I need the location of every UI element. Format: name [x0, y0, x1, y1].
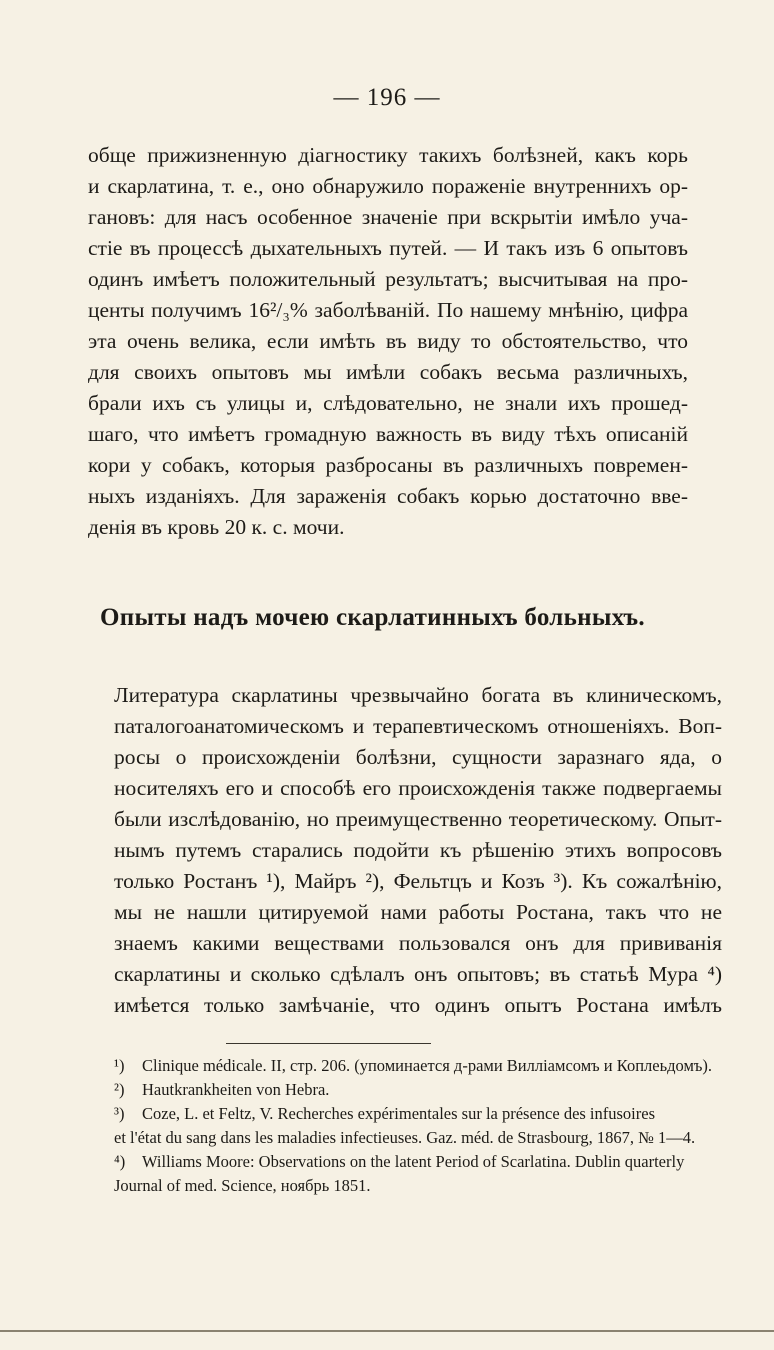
footnote-text: Williams Moore: Observations on the latent Period of Scarlatina. Dublin quarterly [142, 1152, 685, 1171]
text-line: брали ихъ съ улицы и, слѣдовательно, не знали ихъ прошед- [88, 391, 688, 415]
text-line: знаемъ какими веществами пользовался онъ для прививанія [114, 931, 722, 955]
text-line: ныхъ изданіяхъ. Для зараженія собакъ корью достаточно вве- [88, 484, 688, 508]
text-line: стіе въ процессѣ дыхательныхъ путей. — И такъ изъ 6 опытовъ [88, 236, 688, 260]
footnote-text: Coze, L. et Feltz, V. Recherches expérimentales sur la présence des infusoires [142, 1104, 656, 1123]
page-number: — 196 — [333, 84, 441, 111]
text-line: росы о происхожденіи болѣзни, сущности заразнаго яда, о [114, 745, 722, 769]
footnote-marker: ⁴) [114, 1152, 126, 1171]
text-line: и скарлатина, т. е., оно обнаружило пораженіе внутреннихъ ор- [88, 174, 688, 198]
text-line: обще прижизненную діагностику такихъ болѣзней, какъ корь [88, 143, 688, 167]
text-line: нымъ путемъ старались подойти къ рѣшенію этихъ вопросовъ [114, 838, 722, 862]
footnote-text: Clinique médicale. II, стр. 206. (упоминается д-рами Вилліамсомъ и Коплеьдомъ). [142, 1056, 713, 1075]
text-line: Литература скарлатины чрезвычайно богата въ клиническомъ, [114, 683, 722, 707]
footnote-text: Journal of med. Science, ноябрь 1851. [114, 1176, 371, 1195]
text-line: носителяхъ его и способѣ его происхожденія также подвергаемы [114, 776, 722, 800]
text-line: центы получимъ 16²/₃% заболѣваній. По нашему мнѣнію, цифра [88, 298, 688, 322]
text-line: только Ростанъ ¹), Майръ ²), Фельтцъ и Козъ ³). Къ сожалѣнію, [114, 869, 722, 893]
text-line: паталогоанатомическомъ и терапевтическомъ отношеніяхъ. Воп- [114, 714, 722, 738]
footnote-1 [114, 1054, 726, 1078]
footnote-marker: ¹) [114, 1056, 125, 1075]
footnote-3-continued [114, 1126, 726, 1150]
text-line: для своихъ опытовъ мы имѣли собакъ весьма различныхъ, [88, 360, 688, 384]
text-line: скарлатины и сколько сдѣлалъ онъ опытовъ; въ статьѣ Мура ⁴) [114, 962, 722, 986]
footnote-marker: ²) [114, 1080, 125, 1099]
footnote-4-continued [114, 1174, 726, 1198]
text-line: эта очень велика, если имѣть въ виду то обстоятельство, что [88, 329, 688, 353]
text-line: денія въ кровь 20 к. с. мочи. [88, 515, 345, 539]
text-line: гановъ: для насъ особенное значеніе при вскрытіи имѣло уча- [88, 205, 688, 229]
footnote-4 [114, 1150, 726, 1174]
page-bottom-edge [0, 1330, 774, 1332]
text-line: кори у собакъ, которыя разбросаны въ различныхъ повремен- [88, 453, 688, 477]
footnotes [114, 1054, 726, 1198]
footnote-divider [226, 1043, 431, 1044]
body-paragraph-1 [88, 140, 688, 543]
footnote-marker: ³) [114, 1104, 125, 1123]
section-heading: Опыты надъ мочею скарлатинныхъ больныхъ. [100, 604, 645, 631]
footnote-2 [114, 1078, 726, 1102]
footnote-text: Hautkrankheiten von Hebra. [142, 1080, 330, 1099]
text-line: имѣется только замѣчаніе, что одинъ опытъ Ростана имѣлъ [114, 993, 722, 1017]
text-line: мы не нашли цитируемой нами работы Ростана, такъ что не [114, 900, 722, 924]
text-line: были изслѣдованію, но преимущественно теоретическому. Опыт- [114, 807, 722, 831]
text-line: шаго, что имѣетъ громадную важность въ виду тѣхъ описаній [88, 422, 688, 446]
text-line: одинъ имѣетъ положительный результатъ; высчитывая на про- [88, 267, 688, 291]
body-paragraph-2 [114, 680, 722, 1021]
footnote-3 [114, 1102, 726, 1126]
footnote-text: et l'état du sang dans les maladies infectieuses. Gaz. méd. de Strasbourg, 1867, № 1—4. [114, 1128, 696, 1147]
